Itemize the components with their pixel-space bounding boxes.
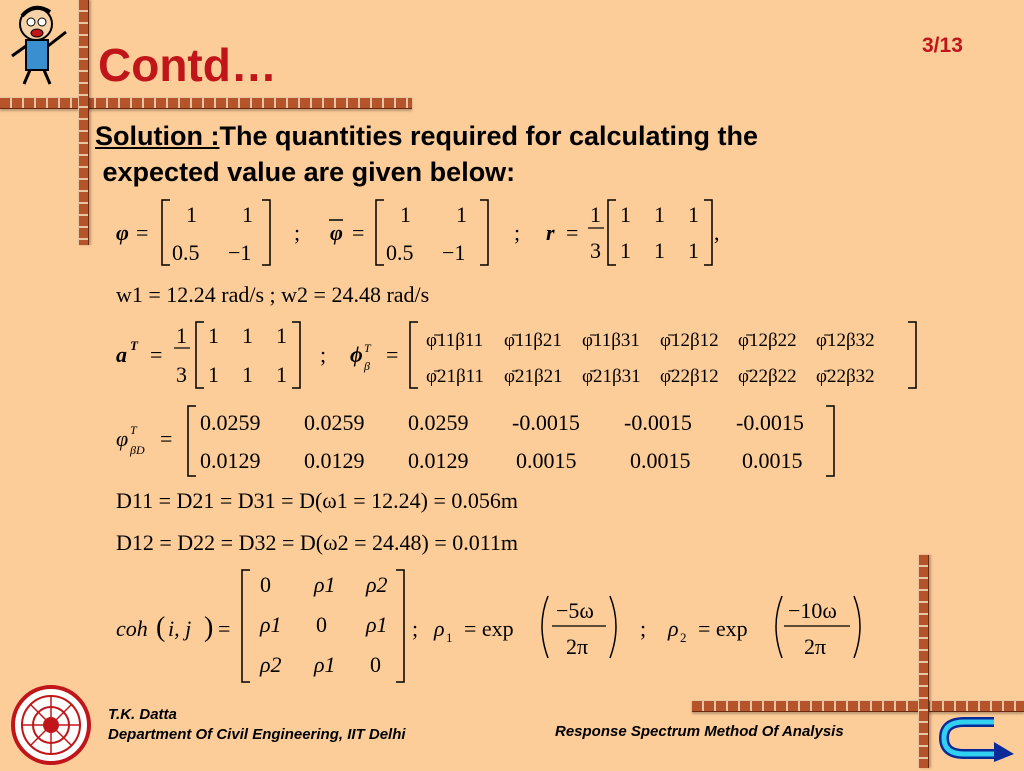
footer-course: Response Spectrum Method Of Analysis bbox=[555, 723, 844, 740]
intro-line2: expected value are given below: bbox=[102, 157, 516, 187]
page-number: 3/13 bbox=[922, 34, 963, 57]
footer-department: Department Of Civil Engineering, IIT Delhi bbox=[108, 726, 406, 743]
svg-text:a: a bbox=[116, 342, 127, 367]
svg-text:ρ1: ρ1 bbox=[260, 612, 282, 637]
svg-text:(: ( bbox=[156, 612, 166, 643]
svg-text:,: , bbox=[714, 220, 720, 245]
svg-text:β: β bbox=[364, 359, 370, 373]
svg-text:-0.0015: -0.0015 bbox=[624, 410, 692, 435]
svg-text:1: 1 bbox=[276, 323, 287, 348]
phi-cell: 1 bbox=[186, 202, 197, 227]
svg-text:-0.0015: -0.0015 bbox=[736, 410, 804, 435]
page-title: Contd… bbox=[98, 39, 277, 91]
svg-text:-0.0015: -0.0015 bbox=[512, 410, 580, 435]
phibar-cell: 0.5 bbox=[386, 240, 414, 265]
D1-line: D11 = D21 = D31 = D(ω1 = 12.24) = 0.056m bbox=[116, 488, 519, 513]
svg-text:2: 2 bbox=[680, 630, 687, 645]
svg-text:ρ1: ρ1 bbox=[366, 612, 388, 637]
phi-matrix bbox=[116, 200, 300, 265]
svg-text:φ̄11β31: φ̄11β31 bbox=[582, 330, 640, 351]
equations bbox=[100, 190, 930, 690]
svg-text:1: 1 bbox=[242, 323, 253, 348]
phibar-cell: 1 bbox=[400, 202, 411, 227]
svg-text:): ) bbox=[204, 612, 214, 643]
bottom-brick-bar bbox=[692, 700, 1024, 712]
svg-text:βD: βD bbox=[130, 443, 145, 457]
svg-text:;: ; bbox=[640, 616, 647, 641]
svg-text:2π: 2π bbox=[804, 634, 827, 659]
svg-text:φ̄22β32: φ̄22β32 bbox=[816, 366, 875, 387]
svg-text:0.0259: 0.0259 bbox=[200, 410, 261, 435]
svg-text:= exp: = exp bbox=[698, 616, 748, 641]
svg-text:φ̄12β32: φ̄12β32 bbox=[816, 330, 875, 351]
svg-text:2π: 2π bbox=[566, 634, 589, 659]
intro-line1: The quantities required for calculating the bbox=[219, 121, 759, 151]
svg-text:ϕ: ϕ bbox=[350, 342, 363, 367]
svg-text:i, j: i, j bbox=[168, 616, 192, 641]
svg-text:ρ2: ρ2 bbox=[260, 652, 282, 677]
coherence-matrix bbox=[116, 570, 860, 682]
svg-text:φ̄12β12: φ̄12β12 bbox=[660, 330, 719, 351]
svg-text:0.0015: 0.0015 bbox=[516, 448, 577, 473]
svg-text:φ̄21β31: φ̄21β31 bbox=[582, 366, 641, 387]
svg-text:ρ2: ρ2 bbox=[366, 572, 388, 597]
svg-text:T: T bbox=[130, 423, 137, 437]
w-line: w1 = 12.24 rad/s ; w2 = 24.48 rad/s bbox=[116, 282, 430, 307]
svg-text:;: ; bbox=[412, 616, 419, 641]
iit-delhi-logo-icon bbox=[10, 684, 92, 766]
svg-text:1: 1 bbox=[688, 238, 699, 263]
phibar-cell: 1 bbox=[456, 202, 467, 227]
svg-text:ρ1: ρ1 bbox=[314, 652, 336, 677]
left-brick-bar bbox=[78, 0, 89, 245]
svg-text:T: T bbox=[364, 341, 371, 355]
svg-text:φ: φ bbox=[330, 220, 343, 245]
svg-text:−10ω: −10ω bbox=[788, 598, 837, 623]
phi-cell: −1 bbox=[228, 240, 252, 265]
svg-text:φ: φ bbox=[116, 220, 129, 245]
phi-cell: 0.5 bbox=[172, 240, 200, 265]
svg-text:=: = bbox=[566, 220, 579, 245]
svg-text:ρ: ρ bbox=[434, 616, 445, 641]
cartoon-mascot-icon bbox=[4, 2, 74, 86]
svg-text:1: 1 bbox=[688, 202, 699, 227]
svg-text:=: = bbox=[136, 220, 149, 245]
svg-text:φ̄11β11: φ̄11β11 bbox=[426, 330, 484, 351]
svg-text:−5ω: −5ω bbox=[556, 598, 594, 623]
svg-text:T: T bbox=[130, 338, 138, 353]
svg-text:0.0259: 0.0259 bbox=[304, 410, 365, 435]
svg-text:0.0129: 0.0129 bbox=[200, 448, 261, 473]
svg-text:=: = bbox=[386, 342, 399, 367]
svg-text:φ̄22β22: φ̄22β22 bbox=[738, 366, 797, 387]
svg-text:0.0015: 0.0015 bbox=[630, 448, 691, 473]
svg-text:;: ; bbox=[320, 342, 327, 367]
phibar-matrix bbox=[329, 200, 520, 265]
phi-cell: 1 bbox=[242, 202, 253, 227]
r-matrix bbox=[546, 200, 720, 265]
svg-text:ρ1: ρ1 bbox=[314, 572, 336, 597]
svg-text:1: 1 bbox=[208, 362, 219, 387]
svg-text:;: ; bbox=[514, 220, 521, 245]
svg-text:0: 0 bbox=[260, 572, 271, 597]
svg-text:=: = bbox=[150, 342, 163, 367]
svg-text:0.0129: 0.0129 bbox=[304, 448, 365, 473]
svg-text:r: r bbox=[546, 220, 555, 245]
svg-text:0.0015: 0.0015 bbox=[742, 448, 803, 473]
svg-text:0: 0 bbox=[370, 652, 381, 677]
svg-text:=: = bbox=[218, 616, 231, 641]
svg-text:0: 0 bbox=[316, 612, 327, 637]
svg-text:φ̄12β22: φ̄12β22 bbox=[738, 330, 797, 351]
phi-beta-D-T-matrix bbox=[116, 406, 834, 476]
phi-beta-T-matrix bbox=[350, 322, 916, 388]
svg-text:ρ: ρ bbox=[668, 616, 679, 641]
D2-line: D12 = D22 = D32 = D(ω2 = 24.48) = 0.011m bbox=[116, 530, 519, 555]
solution-label: Solution : bbox=[95, 121, 220, 151]
svg-text:1: 1 bbox=[654, 202, 665, 227]
svg-text:φ̄21β11: φ̄21β11 bbox=[426, 366, 484, 387]
svg-text:φ̄22β12: φ̄22β12 bbox=[660, 366, 719, 387]
footer-author-block bbox=[108, 705, 406, 745]
svg-text:1: 1 bbox=[176, 323, 187, 348]
svg-text:1: 1 bbox=[654, 238, 665, 263]
return-arrow-icon[interactable] bbox=[934, 716, 1018, 762]
svg-text:1: 1 bbox=[208, 323, 219, 348]
svg-text:1: 1 bbox=[620, 202, 631, 227]
svg-text:3: 3 bbox=[590, 238, 601, 263]
svg-text:0.0129: 0.0129 bbox=[408, 448, 469, 473]
svg-text:;: ; bbox=[294, 220, 301, 245]
svg-text:φ̄21β21: φ̄21β21 bbox=[504, 366, 563, 387]
svg-text:= exp: = exp bbox=[464, 616, 514, 641]
svg-text:1: 1 bbox=[620, 238, 631, 263]
svg-text:=: = bbox=[352, 220, 365, 245]
svg-text:3: 3 bbox=[176, 362, 187, 387]
svg-text:φ̄11β21: φ̄11β21 bbox=[504, 330, 562, 351]
intro-text bbox=[95, 118, 925, 190]
svg-text:coh: coh bbox=[116, 616, 148, 641]
phibar-cell: −1 bbox=[442, 240, 466, 265]
aT-matrix bbox=[116, 322, 326, 388]
svg-text:1: 1 bbox=[446, 630, 453, 645]
svg-text:φ: φ bbox=[116, 426, 129, 451]
svg-text:0.0259: 0.0259 bbox=[408, 410, 469, 435]
footer-author: T.K. Datta bbox=[108, 706, 177, 723]
svg-text:=: = bbox=[160, 426, 173, 451]
top-brick-bar bbox=[0, 97, 412, 109]
svg-text:1: 1 bbox=[590, 202, 601, 227]
svg-text:1: 1 bbox=[276, 362, 287, 387]
svg-text:1: 1 bbox=[242, 362, 253, 387]
